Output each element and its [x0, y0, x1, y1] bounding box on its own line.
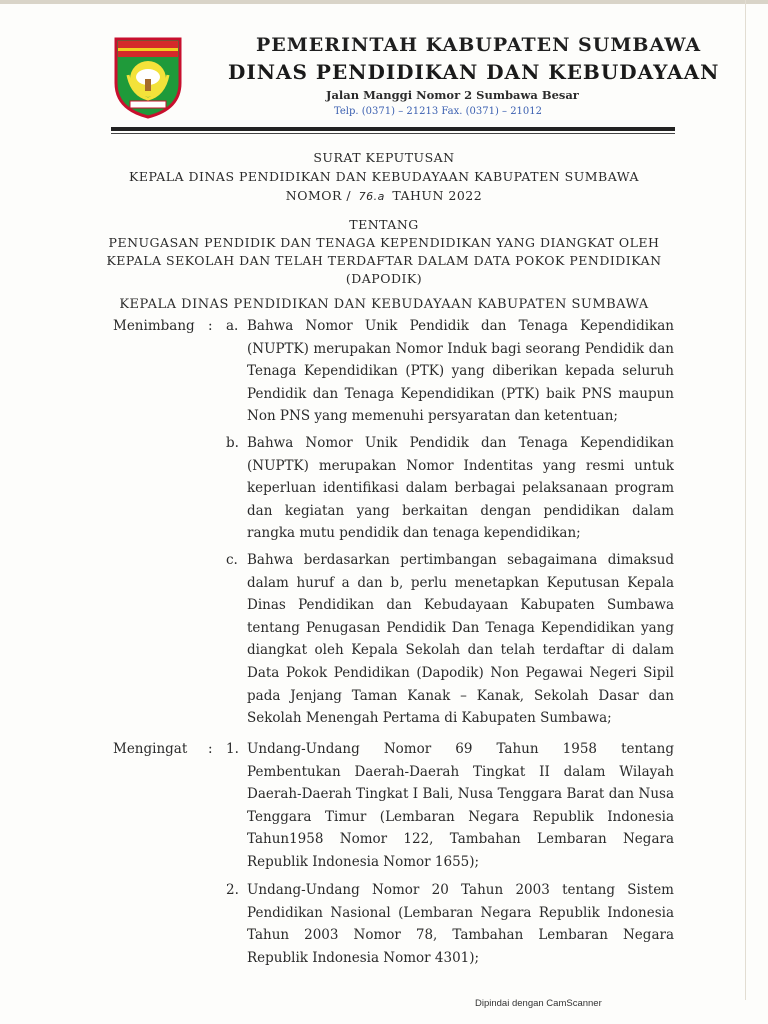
text-line: Bahwa Nomor Unik Pendidik dan Tenaga Kependidikan	[247, 435, 674, 451]
text-line: Non PNS yang memenuhi persyaratan dan ketentuan;	[247, 408, 618, 425]
text-line: Dinas Pendidikan dan Kebudayaan Kabupaten Sumbawa	[247, 597, 674, 614]
text-line: dalam huruf a dan b, perlu menetapkan Keputusan Kepala	[247, 574, 674, 591]
letterhead-government-name: PEMERINTAH KABUPATEN SUMBAWA	[256, 34, 702, 56]
text-line: Tenggara Timur (Lembaran Negara Republik Indonesia	[247, 808, 674, 825]
text-line: Tenaga Kependidikan (PTK) yang diberikan kepada seluruh	[247, 363, 674, 380]
menimbang-item-b-marker: b.	[226, 435, 239, 451]
menimbang-item-b	[247, 432, 674, 545]
text-line: Bahwa Nomor Unik Pendidik dan Tenaga Kependidikan	[247, 318, 674, 334]
text-line: Bahwa berdasarkan pertimbangan sebagaimana dimaksud	[247, 552, 674, 568]
text-line: pada Jenjang Taman Kanak – Kanak, Sekolah Dasar dan	[247, 687, 674, 704]
scan-edge-top	[0, 0, 768, 4]
number-handwritten: 76.a	[358, 190, 385, 203]
text-line: (NUPTK) merupakan Nomor Indentitas yang resmi untuk	[247, 457, 674, 474]
menimbang-item-c-marker: c.	[226, 552, 238, 568]
menimbang-item-c	[247, 549, 674, 730]
document-issuer: KEPALA DINAS PENDIDIKAN DAN KEBUDAYAAN KABUPATEN SUMBAWA	[128, 169, 640, 184]
text-line: Data Pokok Pendidikan (Dapodik) Non Pegawai Negeri Sipil	[247, 664, 674, 681]
text-line: Pendidikan Nasional (Lembaran Negara Republik Indonesia	[247, 904, 674, 921]
text-line: Undang-Undang Nomor 20 Tahun 2003 tentang Sistem	[247, 882, 674, 898]
document-type: SURAT KEPUTUSAN	[313, 150, 455, 165]
mengingat-item-2	[247, 879, 674, 969]
mengingat-label: Mengingat	[113, 741, 188, 757]
subject-line-1: PENUGASAN PENDIDIK DAN TENAGA KEPENDIDIKAN YANG DIANGKAT OLEH	[108, 235, 660, 250]
text-line: rangka mutu pendidik dan tenaga kependidikan;	[247, 525, 581, 542]
text-line: Republik Indonesia Nomor 1655);	[247, 853, 480, 870]
mengingat-item-1-marker: 1.	[226, 741, 239, 757]
letterhead-office-name: DINAS PENDIDIKAN DAN KEBUDAYAAN	[228, 60, 720, 84]
regency-emblem-logo	[112, 35, 184, 119]
subject-line-3: (DAPODIK)	[345, 271, 423, 286]
letterhead-phone-fax: Telp. (0371) – 21213 Fax. (0371) – 21012	[334, 106, 543, 117]
text-line: (NUPTK) merupakan Nomor Induk bagi seorang Pendidik dan	[247, 340, 674, 357]
scanner-watermark: Dipindai dengan CamScanner	[475, 998, 602, 1009]
mengingat-item-2-marker: 2.	[226, 882, 239, 898]
text-line: diangkat oleh Kepala Sekolah dan telah terdaftar di dalam	[247, 642, 674, 659]
mengingat-colon: :	[208, 741, 213, 757]
menimbang-colon: :	[208, 318, 213, 334]
text-line: Republik Indonesia Nomor 4301);	[247, 949, 480, 966]
text-line: Undang-Undang Nomor 69 Tahun 1958 tentang	[247, 741, 674, 757]
menimbang-item-a	[247, 315, 674, 428]
number-prefix: NOMOR /	[285, 188, 352, 203]
about-label: TENTANG	[349, 217, 419, 232]
subject-line-2: KEPALA SEKOLAH DAN TELAH TERDAFTAR DALAM DATA POKOK PENDIDIKAN	[106, 253, 662, 268]
number-suffix: TAHUN 2022	[392, 188, 483, 203]
menimbang-label: Menimbang	[113, 318, 195, 334]
text-line: Pembentukan Daerah-Daerah Tingkat II dalam Wilayah	[247, 763, 674, 780]
authority-heading: KEPALA DINAS PENDIDIKAN DAN KEBUDAYAAN KABUPATEN SUMBAWA	[119, 297, 649, 312]
letterhead-thick-rule	[111, 127, 675, 131]
letterhead-address: Jalan Manggi Nomor 2 Sumbawa Besar	[326, 88, 579, 102]
text-line: Pendidik dan Tenaga Kependidikan (PTK) baik PNS maupun	[247, 385, 674, 402]
letterhead-thin-rule	[111, 133, 675, 134]
text-line: Daerah-Daerah Tingkat I Bali, Nusa Tenggara Barat dan Nusa	[247, 786, 674, 803]
text-line: Sekolah Menengah Pertama di Kabupaten Sumbawa;	[247, 710, 612, 727]
text-line: tentang Penugasan Pendidik Dan Tenaga Kependidikan yang	[247, 619, 674, 636]
text-line: Tahun 2003 Nomor 78, Tambahan Lembaran Negara	[247, 927, 674, 944]
menimbang-item-a-marker: a.	[226, 318, 239, 334]
document-number	[0, 188, 768, 203]
text-line: Tahun1958 Nomor 122, Tambahan Lembaran Negara	[247, 831, 674, 848]
text-line: keperluan identifikasi dalam berbagai pelaksanaan program	[247, 480, 674, 497]
mengingat-item-1	[247, 738, 674, 874]
text-line: dan kegiatan yang berkaitan dengan pendidikan dalam	[247, 502, 674, 519]
